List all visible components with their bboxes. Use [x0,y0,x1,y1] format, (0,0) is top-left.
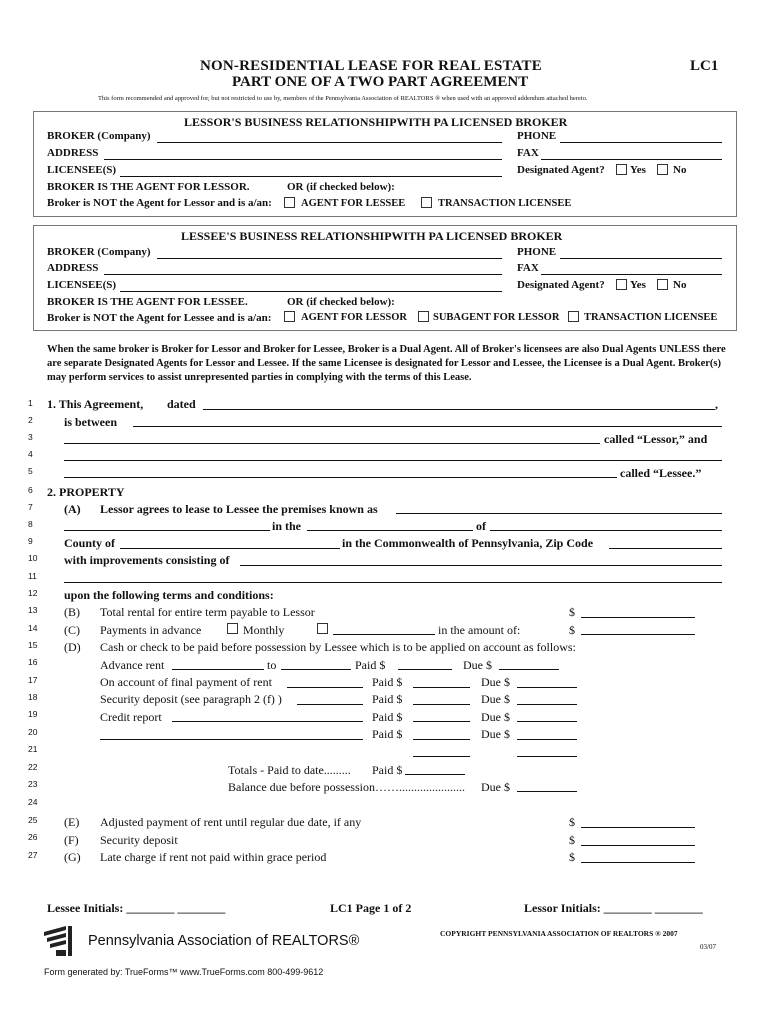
municipality-field[interactable] [490,530,722,531]
item-g-text: Late charge if rent not paid within grace period [100,850,327,864]
lessor-name-field[interactable] [64,443,600,444]
lessee-option-subagent: SUBAGENT FOR LESSOR [433,312,560,323]
balance-due-field[interactable] [517,791,577,792]
security-deposit-due-label: Due $ [481,692,510,706]
lessor-designated-yes-checkbox[interactable] [616,164,627,175]
line-number: 7 [28,502,33,512]
lessor-licensee-field[interactable] [120,176,502,177]
dual-agency-paragraph: When the same broker is Broker for Lessor and Broker for Lessee, Broker is a Dual Agent. All of Broker's licensees are also Dual Agents UNLESS there are separate Designated Agents for Lessor and Lessee. If the same Licensee is designated for Lessor and Lessee, the Licensee is a Dual Agent. Broker(s) may perform services to assist unrepresented parties in complying with the terms of this Lease. [47,344,726,383]
item-c-dollar: $ [569,623,575,637]
line-number: 17 [28,675,38,685]
line-number: 16 [28,657,38,667]
lessor-address-field[interactable] [104,159,502,160]
adjusted-rent-field[interactable] [581,827,695,828]
lessor-fax-label: FAX [517,147,539,159]
line-number: 20 [28,727,38,737]
lessee-address-field[interactable] [104,274,502,275]
line-number: 13 [28,605,38,615]
lessee-address-label: ADDRESS [47,262,99,274]
line-number: 10 [28,553,38,563]
advance-rent-paid-field[interactable] [398,669,452,670]
item-b-dollar: $ [569,605,575,619]
totals-label: Totals - Paid to date......... [228,763,351,777]
item-e-dollar: $ [569,815,575,829]
line-number: 3 [28,432,33,442]
line-number: 12 [28,588,38,598]
parties-line-4[interactable] [64,460,722,461]
final-payment-label: On account of final payment of rent [100,675,272,689]
form-title: NON-RESIDENTIAL LEASE FOR REAL ESTATE [200,58,542,74]
security-deposit-field[interactable] [581,845,695,846]
item-c-text: Payments in advance [100,623,202,637]
other-charge-paid-field[interactable] [413,739,470,740]
line-number: 23 [28,779,38,789]
form-usage-note: This form recommended and approved for, but not restricted to use by, members of the Pennsylvania Association of REALTORS ® when used with an approved addendum attached hereto. [98,95,588,102]
item-g-letter: (G) [64,850,81,864]
item-f-dollar: $ [569,833,575,847]
improvements-line-2[interactable] [64,582,722,583]
other-charge-due-label: Due $ [481,727,510,741]
final-payment-due-field[interactable] [517,687,577,688]
paid-subtotal-rule [413,756,470,757]
totals-paid-label: Paid $ [372,763,403,777]
item-f-text: Security deposit [100,833,178,847]
called-lessee-label: called “Lessee.” [620,466,702,480]
premises-line-2[interactable] [64,530,270,531]
security-deposit-2f-field[interactable] [297,704,363,705]
zip-code-field[interactable] [609,548,722,549]
lessee-option-agent-for-lessor: AGENT FOR LESSOR [301,312,407,323]
line-number: 22 [28,762,38,772]
lessee-option-transaction-licensee: TRANSACTION LICENSEE [584,312,718,323]
municipality-type-field[interactable] [307,530,473,531]
lessor-not-agent-statement: Broker is NOT the Agent for Lessor and is a/an: [47,197,272,209]
security-deposit-2f-label: Security deposit (see paragraph 2 (f) ) [100,692,282,706]
credit-report-field[interactable] [172,721,363,722]
lessee-licensee-field[interactable] [120,291,502,292]
property-heading: 2. PROPERTY [47,485,125,499]
line-number: 24 [28,797,38,807]
county-of-label: County of [64,536,116,550]
item-b-letter: (B) [64,605,80,619]
other-period-checkbox[interactable] [317,623,328,634]
total-rental-field[interactable] [581,617,695,618]
line-number: 8 [28,519,33,529]
item-b-text: Total rental for entire term payable to Lessor [100,605,315,619]
lessee-fax-field[interactable] [541,274,722,275]
balance-label: Balance due before possession……...................... [228,780,465,794]
payment-amount-field[interactable] [581,634,695,635]
final-payment-field[interactable] [287,687,363,688]
lessor-designated-no-checkbox[interactable] [657,164,668,175]
due-subtotal-rule [517,756,577,757]
monthly-label: Monthly [243,623,285,637]
advance-rent-label: Advance rent [100,658,165,672]
revision-date: 03/07 [700,943,716,951]
copyright-notice: COPYRIGHT PENNSYLVANIA ASSOCIATION OF REALTORS ® 2007 [440,929,678,938]
final-payment-due-label: Due $ [481,675,510,689]
lessor-phone-label: PHONE [517,130,557,142]
lessee-designated-label: Designated Agent? [517,279,605,291]
credit-report-label: Credit report [100,710,162,724]
lessee-subagent-checkbox[interactable] [418,311,429,322]
lessor-agent-statement: BROKER IS THE AGENT FOR LESSOR. [47,181,250,193]
agreement-item-label: 1. This Agreement, [47,397,144,411]
lessee-licensee-label: LICENSEE(S) [47,279,117,291]
form-subtitle: PART ONE OF A TWO PART AGREEMENT [232,74,529,90]
lessor-broker-field[interactable] [157,142,502,143]
lessee-phone-field[interactable] [560,258,722,259]
lessee-section-heading: LESSEE'S BUSINESS RELATIONSHIPWITH PA LICENSED BROKER [181,229,563,243]
lessee-name-field[interactable] [64,477,617,478]
improvements-label: with improvements consisting of [64,553,230,567]
lessor-licensee-label: LICENSEE(S) [47,164,117,176]
lessee-yes-label: Yes [630,279,646,291]
lessor-yes-label: Yes [630,164,646,176]
line-number: 25 [28,815,38,825]
lessee-or-label: OR (if checked below): [287,296,395,308]
line-number: 14 [28,623,38,633]
lessor-option-transaction-licensee: TRANSACTION LICENSEE [438,198,572,209]
improvements-field[interactable] [240,565,722,566]
monthly-checkbox[interactable] [227,623,238,634]
of-label: of [476,519,486,533]
lessee-broker-label: BROKER (Company) [47,246,151,258]
balance-due-label: Due $ [481,780,510,794]
item-e-letter: (E) [64,815,80,829]
item-g-dollar: $ [569,850,575,864]
lessee-agent-statement: BROKER IS THE AGENT FOR LESSEE. [47,296,248,308]
line-number: 4 [28,449,33,459]
property-a-letter: (A) [64,502,81,516]
county-field[interactable] [120,548,340,549]
security-deposit-due-field[interactable] [517,704,577,705]
other-charge-field[interactable] [100,739,363,740]
line-number: 5 [28,466,33,476]
line-number: 19 [28,709,38,719]
lessee-designated-no-checkbox[interactable] [657,279,668,290]
is-between-label: is between [64,415,117,429]
credit-report-due-field[interactable] [517,721,577,722]
lessee-phone-label: PHONE [517,246,557,258]
agreement-dated-label: dated [167,397,196,411]
item-f-letter: (F) [64,833,79,847]
line-number: 6 [28,485,33,495]
totals-paid-field[interactable] [405,774,465,775]
terms-label: upon the following terms and conditions: [64,588,274,602]
lessor-fax-field[interactable] [541,159,722,160]
advance-rent-due-label: Due $ [463,658,492,672]
agreement-comma: , [715,397,718,411]
line-number: 21 [28,744,38,754]
line-number: 11 [28,571,37,581]
security-deposit-paid-field[interactable] [413,704,470,705]
item-d-text: Cash or check to be paid before possession by Lessee which is to be applied on account as follows: [100,640,576,654]
lessor-option-agent-for-lessee: AGENT FOR LESSEE [301,198,406,209]
advance-rent-paid-label: Paid $ [355,658,386,672]
item-e-text: Adjusted payment of rent until regular due date, if any [100,815,362,829]
line-number: 27 [28,850,38,860]
lessor-no-label: No [673,164,687,176]
lessee-fax-label: FAX [517,262,539,274]
other-period-field[interactable] [333,634,435,635]
lessee-designated-yes-checkbox[interactable] [616,279,627,290]
lessor-designated-label: Designated Agent? [517,164,605,176]
lessee-agent-for-lessor-checkbox[interactable] [284,311,295,322]
security-deposit-paid-label: Paid $ [372,692,403,706]
advance-rent-to-field[interactable] [281,669,351,670]
item-c-letter: (C) [64,623,80,637]
other-charge-due-field[interactable] [517,739,577,740]
lessee-no-label: No [673,279,687,291]
line-number: 15 [28,640,38,650]
commonwealth-label: in the Commonwealth of Pennsylvania, Zip Code [342,536,594,550]
late-charge-field[interactable] [581,862,695,863]
lessee-transaction-licensee-checkbox[interactable] [568,311,579,322]
parties-line-1[interactable] [133,426,722,427]
form-code: LC1 [690,58,719,74]
line-number: 18 [28,692,38,702]
in-the-label: in the [272,519,302,533]
lessor-initials[interactable]: Lessor Initials: ________ ________ [524,901,703,915]
generated-by: Form generated by: TrueForms™ www.TrueForms.com 800-499-9612 [44,967,324,977]
item-d-letter: (D) [64,640,81,654]
lessor-transaction-licensee-checkbox[interactable] [421,197,432,208]
lessor-or-label: OR (if checked below): [287,181,395,193]
lessee-initials[interactable]: Lessee Initials: ________ ________ [47,901,226,915]
lessor-broker-label: BROKER (Company) [47,130,151,142]
line-number: 26 [28,832,38,842]
credit-report-paid-label: Paid $ [372,710,403,724]
realtors-logo-icon [44,926,76,956]
final-payment-paid-label: Paid $ [372,675,403,689]
lessor-address-label: ADDRESS [47,147,99,159]
page-indicator: LC1 Page 1 of 2 [330,901,412,915]
advance-rent-due-field[interactable] [499,669,559,670]
advance-rent-to-label: to [267,658,277,672]
lessee-broker-field[interactable] [157,258,502,259]
property-a-text: Lessor agrees to lease to Lessee the premises known as [100,502,378,516]
called-lessor-label: called “Lessor,” and [604,432,708,446]
lessee-not-agent-statement: Broker is NOT the Agent for Lessee and is a/an: [47,312,272,324]
amount-of-label: in the amount of: [438,623,521,637]
other-charge-paid-label: Paid $ [372,727,403,741]
line-number: 2 [28,415,33,425]
premises-field[interactable] [396,513,722,514]
advance-rent-from-field[interactable] [172,669,264,670]
line-number: 9 [28,536,33,546]
lessor-agent-for-lessee-checkbox[interactable] [284,197,295,208]
final-payment-paid-field[interactable] [413,687,470,688]
line-number: 1 [28,398,33,408]
agreement-date-field[interactable] [203,409,715,410]
lessor-phone-field[interactable] [560,142,722,143]
association-name: Pennsylvania Association of REALTORS® [88,933,360,949]
credit-report-paid-field[interactable] [413,721,470,722]
credit-report-due-label: Due $ [481,710,510,724]
lessor-section-heading: LESSOR'S BUSINESS RELATIONSHIPWITH PA LICENSED BROKER [184,115,568,129]
